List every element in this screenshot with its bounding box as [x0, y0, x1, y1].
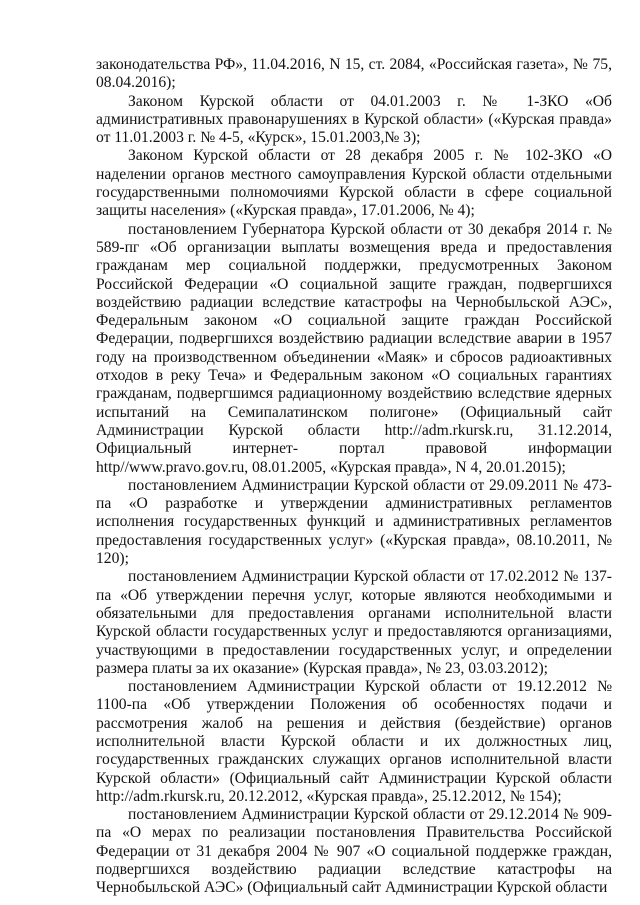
paragraph-resolution-909: постановлением Администрации Курской области от 29.12.2014 № 909-па «О мерах по реализации постановления Правительства Российской Федерации от 31 декабря 2004 № 907 «О социальной поддержке граждан, подвергшихся воздействию радиации вследствие катастрофы на Чернобыльской АЭС» (Официальный сайт Администрации Курской области — [96, 806, 612, 897]
paragraph-law-102-zko: Законом Курской области от 28 декабря 2005 г. № 102-ЗКО «О наделении органов местного самоуправления Курской области отдельными государственными полномочиями Курской области в сфере социальной защиты населения» («Курская правда», 17.01.2006, № 4); — [96, 147, 612, 220]
paragraph-governor-decree-589: постановлением Губернатора Курской области от 30 декабря 2014 г. № 589-пг «Об организации выплаты возмещения вреда и предоставления гражданам мер социальной поддержки, предусмотренных Законом Российской Федерации «О социальной защите граждан, подвергшихся воздействию радиации вследствие катастрофы на Чернобыльской АЭС», Федеральным законом «О социальной защите граждан Российской Федерации, подвергшихся воздействию радиации вследствие аварии в 1957 году на производственном объединении «Маяк» и сбросов радиоактивных отходов в реку Теча» и Федеральным законом «О социальных гарантиях гражданам, подвергшимся радиационному воздействию вследствие ядерных испытаний на Семипалатинском полигоне» (Официальный сайт Администрации Курской области http://adm.rkursk.ru, 31.12.2014, Официальный интернет- портал правовой информации http//www.pravo.gov.ru, 08.01.2005, «Курская правда», N 4, 20.01.2015); — [96, 220, 612, 476]
paragraph-resolution-137: постановлением Администрации Курской области от 17.02.2012 № 137-па «Об утверждении перечня услуг, которые являются необходимыми и обязательными для предоставления органами исполнительной власти Курской области государственных услуг и предоставляются организациями, участвующими в предоставлении государственных услуг, и определении размера платы за их оказание» (Курская правда», № 23, 03.03.2012); — [96, 568, 612, 677]
paragraph-law-1-zko: Законом Курской области от 04.01.2003 г. № 1-ЗКО «Об административных правонарушениях в Курской области» («Курская правда» от 11.01.2003 г. № 4-5, «Курск», 15.01.2003,№ 3); — [96, 92, 612, 147]
paragraph-resolution-473: постановлением Администрации Курской области от 29.09.2011 № 473-па «О разработке и утверждении административных регламентов исполнения государственных функций и административных регламентов предоставления государственных услуг» («Курская правда», 08.10.2011, № 120); — [96, 476, 612, 568]
paragraph-resolution-1100: постановлением Администрации Курской области от 19.12.2012 № 1100-па «Об утверждении Положения об особенностях подачи и рассмотрения жалоб на решения и действия (бездействие) органов исполнительной власти Курской области и их должностных лиц, государственных гражданских служащих органов исполнительной власти Курской области» (Официальный сайт Администрации Курской области http://adm.rkursk.ru, 20.12.2012, «Курская правда», 25.12.2012, № 154); — [96, 678, 612, 805]
paragraph-legislation-continuation: законодательства РФ», 11.04.2016, N 15, ст. 2084, «Российская газета», № 75, 08.04.2016); — [96, 56, 612, 92]
